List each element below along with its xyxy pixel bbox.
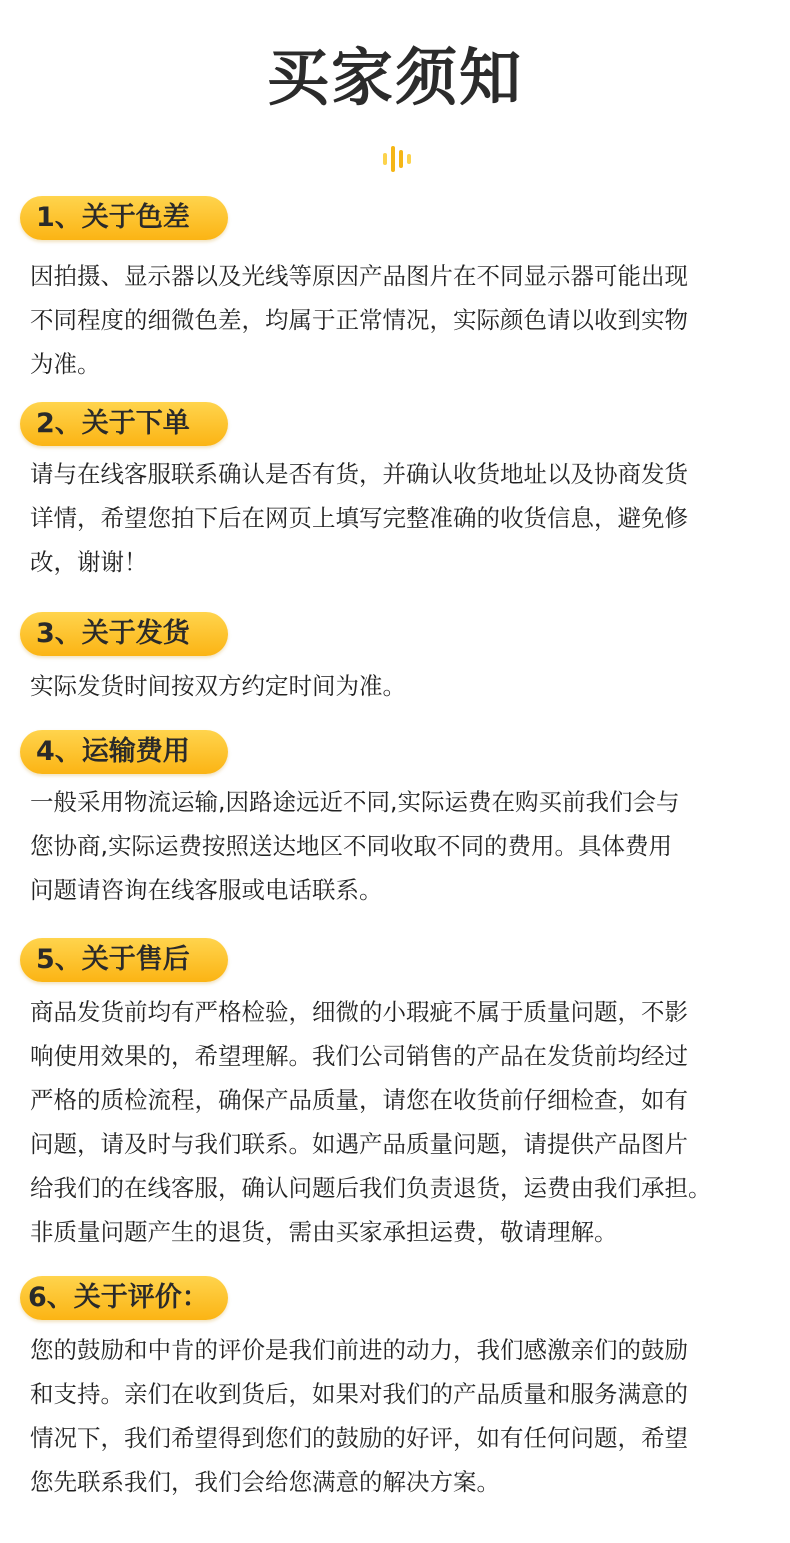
body-line: 您的鼓励和中肯的评价是我们前进的动力，我们感激亲们的鼓励 <box>30 1336 688 1364</box>
section-heading: 4、运输费用 <box>36 736 190 767</box>
section-heading-badge <box>20 730 228 774</box>
section-body <box>30 254 775 386</box>
section-heading: 1、关于色差 <box>36 202 190 233</box>
body-line: 详情，希望您拍下后在网页上填写完整准确的收货信息，避免修 <box>30 504 688 532</box>
body-line: 不同程度的细微色差，均属于正常情况，实际颜色请以收到实物 <box>30 306 688 334</box>
body-line: 给我们的在线客服，确认问题后我们负责退货，运费由我们承担。 <box>30 1174 712 1202</box>
body-line: 和支持。亲们在收到货后，如果对我们的产品质量和服务满意的 <box>30 1380 688 1408</box>
section-heading-badge <box>20 402 228 446</box>
body-line: 改，谢谢！ <box>30 548 148 576</box>
body-line: 实际发货时间按双方约定时间为准。 <box>30 672 406 700</box>
body-line: 为准。 <box>30 350 101 378</box>
section-heading-badge <box>20 938 228 982</box>
body-line: 问题，请及时与我们联系。如遇产品质量问题，请提供产品图片 <box>30 1130 688 1158</box>
section-body <box>30 1328 775 1504</box>
body-line: 情况下，我们希望得到您们的鼓励的好评，如有任何问题，希望 <box>30 1424 688 1452</box>
section-heading: 6、关于评价： <box>28 1282 209 1313</box>
section-heading-badge <box>20 196 228 240</box>
body-line: 请与在线客服联系确认是否有货，并确认收货地址以及协商发货 <box>30 460 688 488</box>
body-line: 问题请咨询在线客服或电话联系。 <box>30 876 383 904</box>
section-heading: 3、关于发货 <box>36 618 190 649</box>
section-body <box>30 664 775 708</box>
section-body <box>30 452 775 584</box>
section-heading-badge <box>20 612 228 656</box>
page-title: 买家须知 <box>266 41 523 114</box>
section-body <box>30 780 775 912</box>
body-line: 一般采用物流运输,因路途远近不同,实际运费在购买前我们会与 <box>30 788 680 816</box>
body-line: 响使用效果的，希望理解。我们公司销售的产品在发货前均经过 <box>30 1042 688 1070</box>
divider-bars-icon <box>381 146 411 172</box>
body-line: 您先联系我们，我们会给您满意的解决方案。 <box>30 1468 500 1496</box>
body-line: 商品发货前均有严格检验，细微的小瑕疵不属于质量问题，不影 <box>30 998 688 1026</box>
body-line: 因拍摄、显示器以及光线等原因产品图片在不同显示器可能出现 <box>30 262 688 290</box>
section-body <box>30 990 775 1254</box>
section-heading: 2、关于下单 <box>36 408 190 439</box>
section-heading: 5、关于售后 <box>36 944 190 975</box>
body-line: 严格的质检流程，确保产品质量，请您在收货前仔细检查，如有 <box>30 1086 688 1114</box>
body-line: 非质量问题产生的退货，需由买家承担运费，敬请理解。 <box>30 1218 618 1246</box>
section-heading-badge <box>20 1276 228 1320</box>
body-line: 您协商,实际运费按照送达地区不同收取不同的费用。具体费用 <box>30 832 672 860</box>
